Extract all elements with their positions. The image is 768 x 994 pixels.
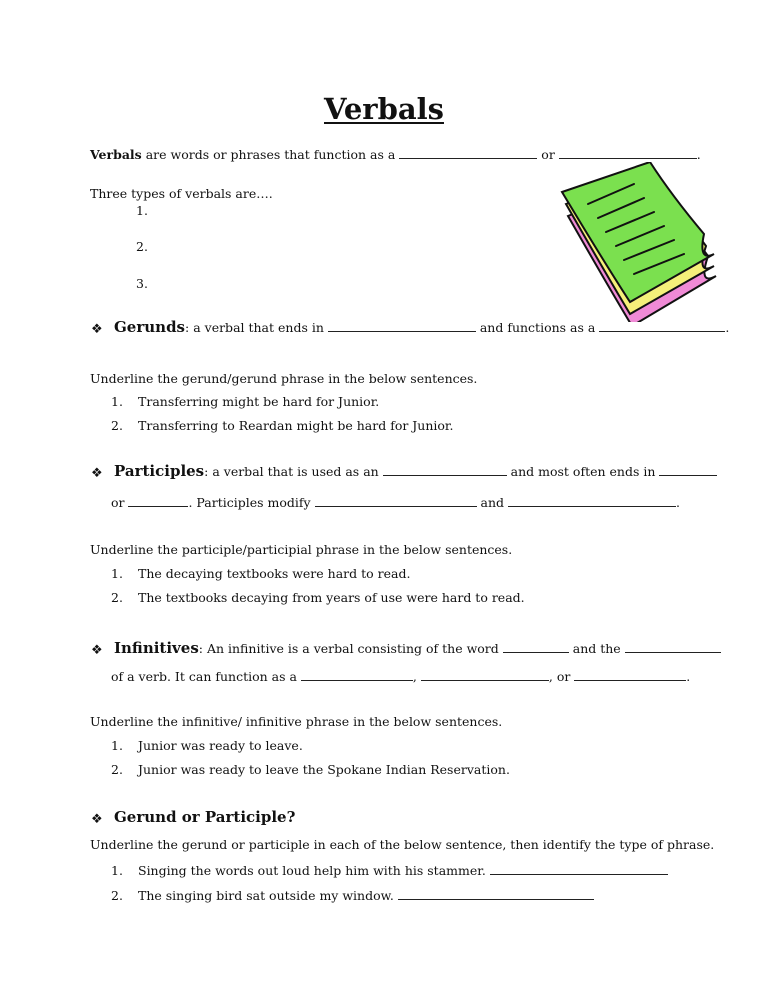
item-number: 1. xyxy=(111,566,123,581)
item-text: Transferring might be hard for Junior. xyxy=(138,394,380,409)
answer-blank[interactable] xyxy=(398,889,594,900)
list-item xyxy=(111,764,510,777)
item-number: 1. xyxy=(111,394,123,409)
item-number: 2. xyxy=(111,418,123,433)
blank-field[interactable] xyxy=(503,642,569,653)
blank-field[interactable] xyxy=(559,148,697,159)
list-item xyxy=(111,592,525,605)
participles-modify: . Participles modify xyxy=(188,495,315,510)
gerund-or-participle-instruction: Underline the gerund or participle in each of the below sentence, then identify the type of phrase. xyxy=(90,837,715,852)
item-text: Junior was ready to leave. xyxy=(138,738,303,753)
item-text: Junior was ready to leave the Spokane Indian Reservation. xyxy=(138,762,510,777)
infinitives-definition xyxy=(114,641,721,656)
gerund-or-participle-heading-row xyxy=(114,810,295,825)
answer-blank[interactable] xyxy=(490,864,668,875)
infinitives-heading: Infinitives xyxy=(114,639,199,657)
participles-line-2 xyxy=(111,496,680,510)
page-title: Verbals xyxy=(324,92,444,126)
participles-definition xyxy=(114,464,717,479)
intro-text: are words or phrases that function as a xyxy=(141,147,400,162)
diamond-bullet-icon: ❖ xyxy=(91,322,103,337)
intro-line xyxy=(90,148,701,162)
participles-text-2: and most often ends in xyxy=(506,464,660,479)
infinitives-instruction: Underline the infinitive/ infinitive phrase in the below sentences. xyxy=(90,714,503,729)
item-number: 1. xyxy=(111,738,123,753)
infinitives-function: of a verb. It can function as a xyxy=(111,669,301,684)
paper-stack-icon xyxy=(548,162,738,322)
intro-or: or xyxy=(537,147,559,162)
gerunds-end: . xyxy=(725,320,730,335)
item-number: 2. xyxy=(111,888,123,903)
infinitives-comma: , xyxy=(412,669,421,684)
diamond-bullet-icon: ❖ xyxy=(91,643,103,658)
gerunds-text: : a verbal that ends in xyxy=(185,320,328,335)
infinitives-text-2: and the xyxy=(568,641,625,656)
blank-field[interactable] xyxy=(574,670,686,681)
list-item xyxy=(111,568,410,581)
participles-end: . xyxy=(676,495,680,510)
item-text: Singing the words out loud help him with his stammer. xyxy=(138,863,490,878)
blank-field[interactable] xyxy=(383,465,507,476)
gerunds-instruction: Underline the gerund/gerund phrase in the below sentences. xyxy=(90,371,478,386)
list-item xyxy=(111,864,668,878)
gerunds-text-2: and functions as a xyxy=(475,320,600,335)
blank-field[interactable] xyxy=(599,321,725,332)
infinitives-or: , or xyxy=(548,669,575,684)
gerunds-heading: Gerunds xyxy=(114,318,186,336)
blank-field[interactable] xyxy=(315,496,477,507)
item-text: The decaying textbooks were hard to read. xyxy=(138,566,411,581)
item-number: 2. xyxy=(111,590,123,605)
item-text: Transferring to Reardan might be hard for Junior. xyxy=(138,418,454,433)
infinitives-end: . xyxy=(686,669,691,684)
participles-and: and xyxy=(476,495,509,510)
intro-end: . xyxy=(696,147,701,162)
blank-field[interactable] xyxy=(128,496,188,507)
blank-field[interactable] xyxy=(421,670,549,681)
participles-or: or xyxy=(111,495,129,510)
infinitives-line-2 xyxy=(111,670,690,684)
blank-field[interactable] xyxy=(399,148,537,159)
participles-text: : a verbal that is used as an xyxy=(204,464,383,479)
gerund-or-participle-heading: Gerund or Participle? xyxy=(114,808,296,826)
list-item xyxy=(111,420,454,433)
list-item xyxy=(111,740,303,753)
blank-field[interactable] xyxy=(508,496,676,507)
type-number-1: 1. xyxy=(136,203,148,218)
gerunds-definition xyxy=(114,320,729,335)
item-text: The textbooks decaying from years of use were hard to read. xyxy=(138,590,525,605)
item-number: 1. xyxy=(111,863,123,878)
blank-field[interactable] xyxy=(328,321,476,332)
type-number-3: 3. xyxy=(136,276,148,291)
types-lead: Three types of verbals are…. xyxy=(90,186,273,201)
blank-field[interactable] xyxy=(659,465,717,476)
diamond-bullet-icon: ❖ xyxy=(91,812,103,827)
blank-field[interactable] xyxy=(625,642,721,653)
list-item xyxy=(111,889,594,903)
infinitives-text: : An infinitive is a verbal consisting of the word xyxy=(198,641,503,656)
item-text: The singing bird sat outside my window. xyxy=(138,888,398,903)
intro-bold: Verbals xyxy=(90,147,142,162)
type-number-2: 2. xyxy=(136,239,148,254)
blank-field[interactable] xyxy=(301,670,413,681)
item-number: 2. xyxy=(111,762,123,777)
list-item xyxy=(111,396,379,409)
participles-instruction: Underline the participle/participial phrase in the below sentences. xyxy=(90,542,513,557)
diamond-bullet-icon: ❖ xyxy=(91,466,103,481)
participles-heading: Participles xyxy=(114,462,205,480)
